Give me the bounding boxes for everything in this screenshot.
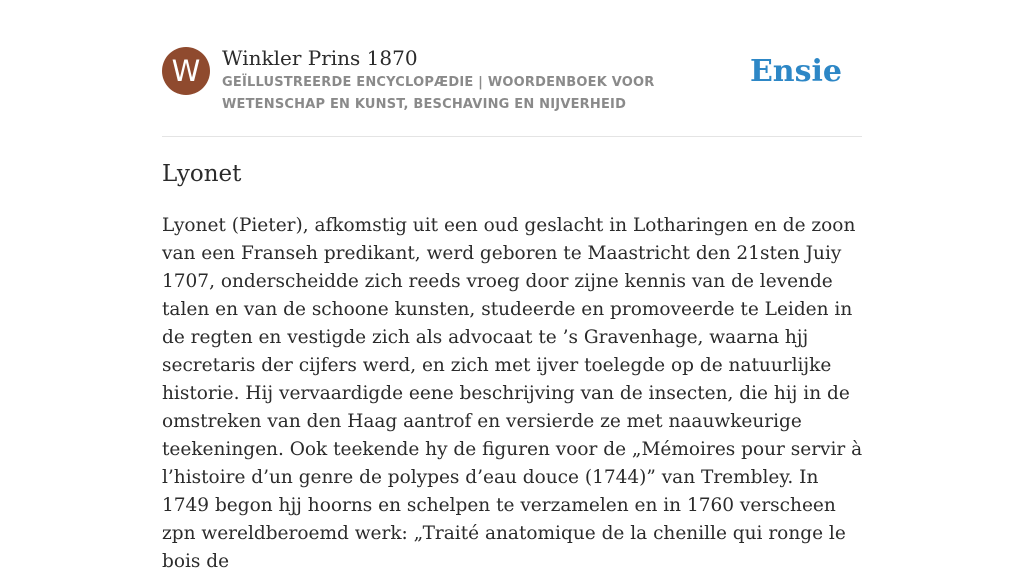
ensie-logo[interactable]: Ensie [749, 54, 842, 89]
article-body: Lyonet (Pieter), afkomstig uit een oud geslacht in Lotharingen en de zoon van een Franseh predikant, werd geboren te Maastricht den 21sten Juiy 1707, onderscheidde zich reeds vroeg door zijne kennis van de levende talen en van de schoone kunsten, studeerde en promoveerde te Leiden in de regten en vestigde zich als advocaat te ’s Gravenhage, waarna hjj secretaris der cijfers werd, en zich met ijver toelegde op de natuurlijke historie. Hij vervaardigde eene beschrijving van de insecten, die hij in de omstreken van den Haag aantrof en versierde ze met naauwkeurige teekeningen. Ook teekende hy de figuren voor de „Mémoires pour servir à l’histoire d’un genre de polypes d’eau douce (1744)” van Trembley. In 1749 begon hjj hoorns en schelpen te verzamelen en in 1760 verscheen zpn wereldberoemd werk: „Traité anatomique de la chenille qui ronge le bois de [162, 215, 863, 572]
book-title[interactable]: Winkler Prins 1870 [222, 46, 418, 70]
book-header [162, 44, 862, 137]
book-avatar[interactable]: W [162, 47, 210, 95]
book-titles [222, 44, 752, 116]
article-title: Lyonet [162, 161, 242, 187]
book-subtitle: GEÏLLUSTREERDE ENCYCLOPÆDIE | WOORDENBOEK VOOR WETENSCHAP EN KUNST, BESCHAVING EN NIJVERHEID [222, 75, 655, 112]
